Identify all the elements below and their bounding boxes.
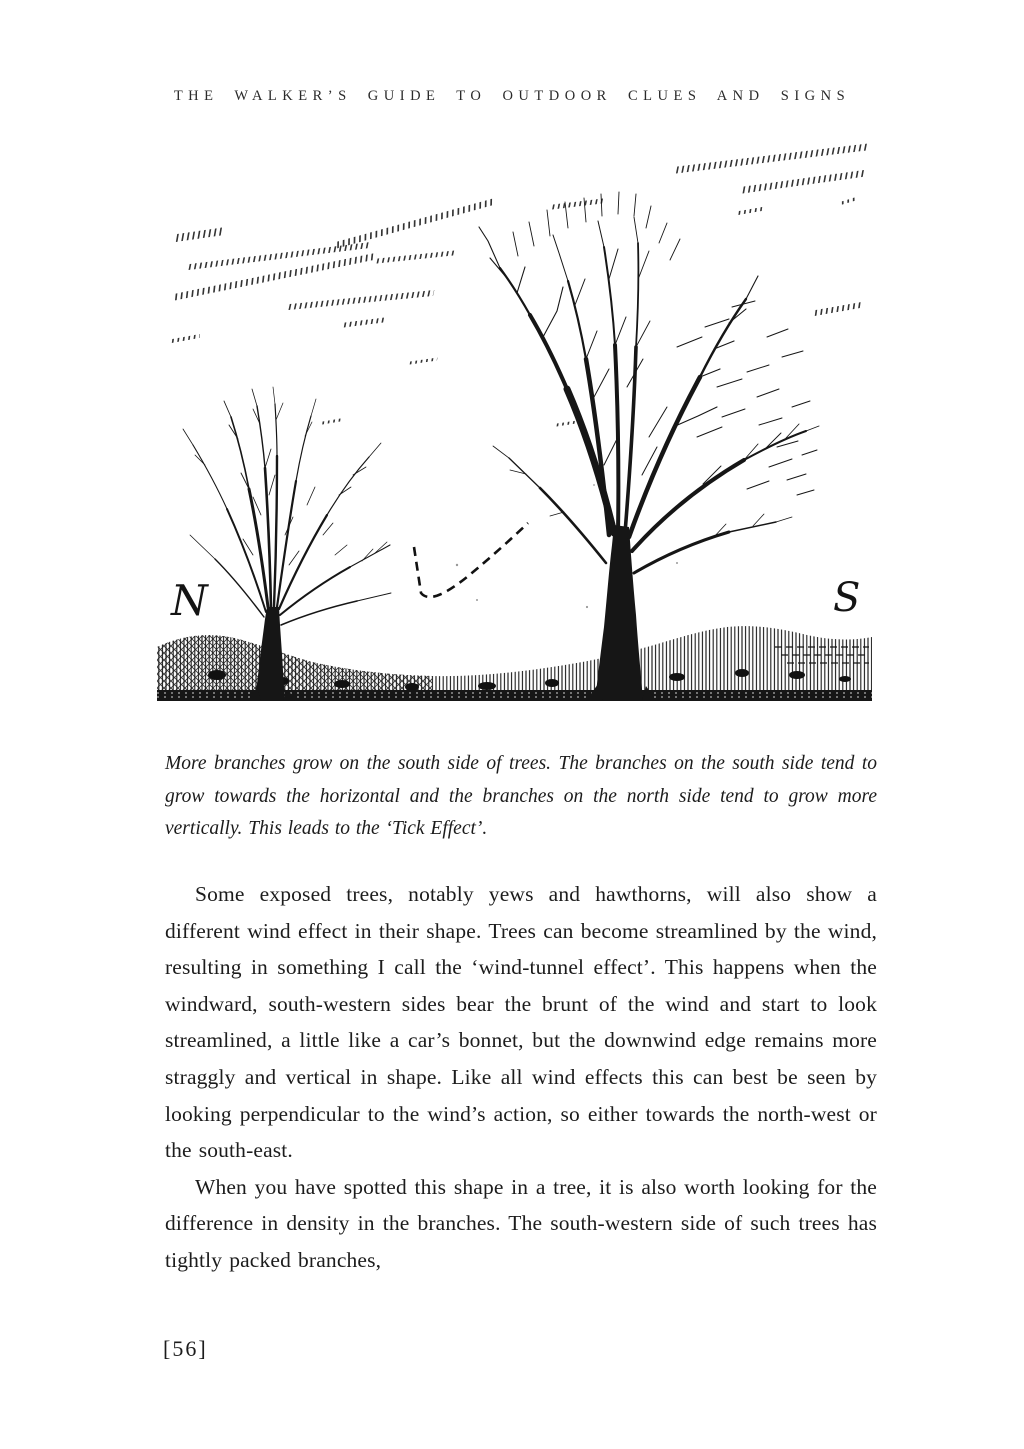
- tree-wind-illustration: [157, 135, 872, 705]
- body-paragraph: When you have spotted this shape in a tree, it is also worth looking for the difference in density in the branches. The south-western side of such trees has tightly packed branches,: [165, 1174, 877, 1272]
- body-text: [165, 876, 877, 1279]
- ink-specks: [456, 484, 678, 608]
- south-tree-illustration: [479, 192, 819, 701]
- tree-wind-figure: [157, 135, 872, 705]
- running-head: THE WALKER’S GUIDE TO OUTDOOR CLUES AND SIGNS: [173, 88, 851, 104]
- figure-caption: More branches grow on the south side of trees. The branches on the south side tend to grow towards the horizontal and the branches on the north side tend to grow more vertically. This leads to the ‘Tick Effect’.: [165, 753, 877, 839]
- body-paragraph: Some exposed trees, notably yews and hawthorns, will also show a different wind effect in their shape. Trees can become streamlined by the wind, resulting in something I call the ‘wind-tunnel effect’. This happens when the windward, south-western sides bear the brunt of the wind and start to look streamlined, a little like a car’s bonnet, but the downwind edge remains more straggly and vertical in shape. Like all wind effects this can best be seen by looking perpendicular to the wind’s action, so either towards the north-west or the south-east.: [165, 882, 877, 1163]
- page-number: [56]: [163, 1336, 208, 1361]
- south-label: S: [833, 575, 861, 621]
- wind-hatching-icon: [157, 147, 872, 425]
- tick-effect-mark: [414, 523, 528, 597]
- north-label: N: [171, 576, 208, 625]
